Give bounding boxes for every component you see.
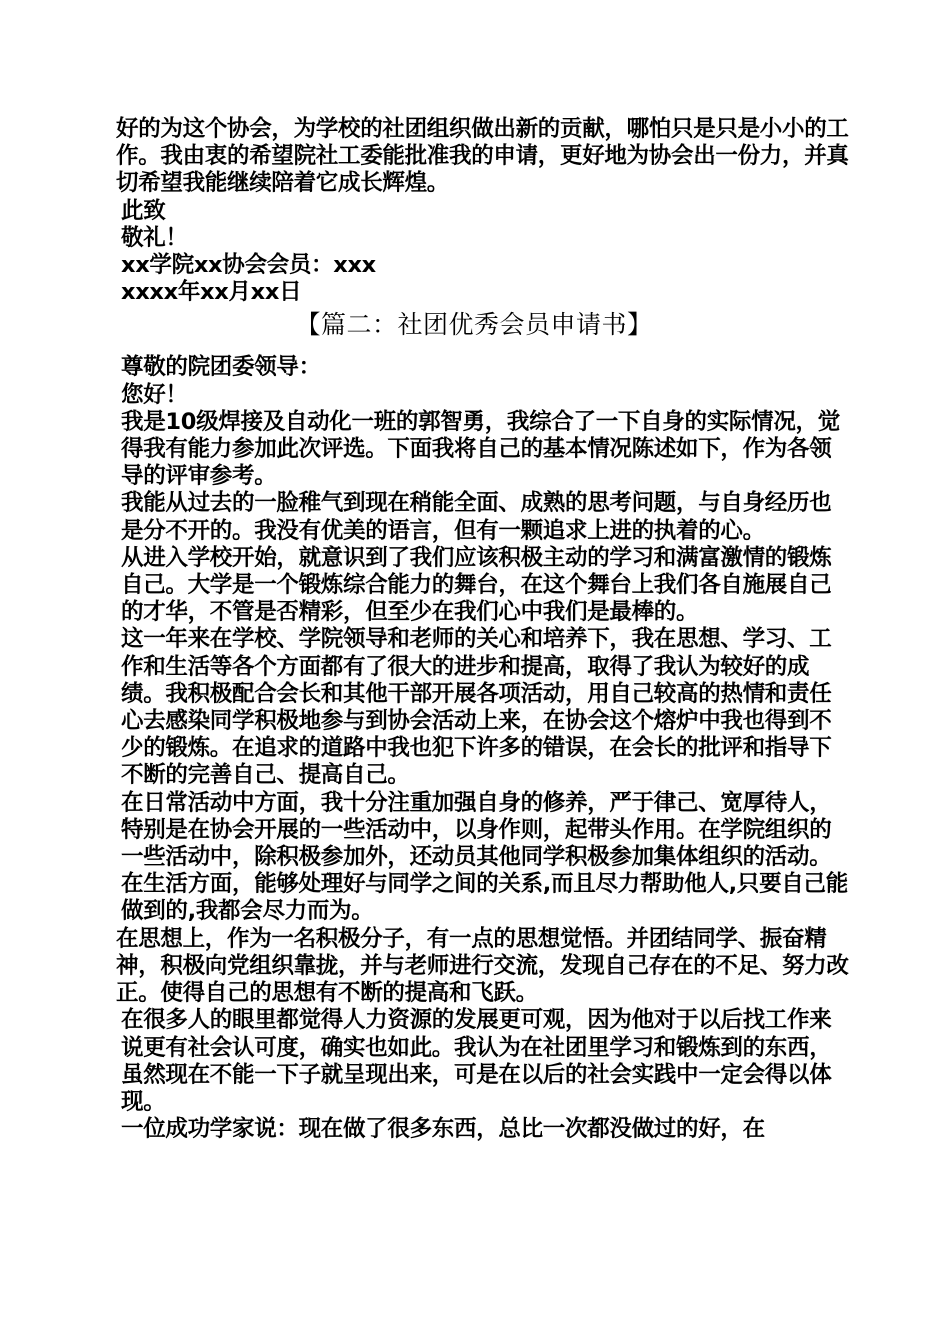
paragraph-thought: 在思想上，作为一名积极分子，有一点的思想觉悟。并团结同学、振奋精神，积极向党组织靠拢，并与老师进行交流，发现自己存在的不足、努力改正。使得自己的思想有不断的提高和飞跃。 (116, 925, 849, 1007)
paragraph-life: 在生活方面，能够处理好与同学之间的关系,而且尽力帮助他人,只要自己能做到的,我都会尽力而为。 (121, 871, 848, 925)
letter-greeting: 尊敬的院团委领导： (121, 354, 321, 381)
letter-hello: 您好！ (121, 381, 188, 408)
paragraph-growth: 我能从过去的一脸稚气到现在稍能全面、成熟的思考问题，与自身经历也是分不开的。我没有优美的语言，但有一颗追求上进的执着的心。 (121, 490, 832, 544)
paragraph-university: 从进入学校开始，就意识到了我们应该积极主动的学习和满富激情的锻炼自己。大学是一个锻炼综合能力的舞台，在这个舞台上我们各自施展自己的才华，不管是否精彩，但至少在我们心中我们是最棒的。 (121, 544, 832, 626)
paragraph-intro: 我是10级焊接及自动化一班的郭智勇，我综合了一下自身的实际情况，觉得我有能力参加此次评选。下面我将自己的基本情况陈述如下，作为各领导的评审参考。 (121, 408, 840, 490)
document-body (116, 116, 852, 1143)
paragraph-year-review: 这一年来在学校、学院领导和老师的关心和培养下，我在思想、学习、工作和生活等各个方面都有了很大的进步和提高，取得了我认为较好的成绩。我积极配合会长和其他干部开展各项活动，用自己较高的热情和责任心去感染同学积极地参与到协会活动上来，在协会这个熔炉中我也得到不少的锻炼。在追求的道路中我也犯下许多的错误，在会长的批评和指导下不断的完善自己、提高自己。 (121, 626, 832, 789)
signature-date: xxxx年xx月xx日 (121, 279, 302, 306)
paragraph-daily-activities: 在日常活动中方面，我十分注重加强自身的修养，严于律己、宽厚待人，特别是在协会开展的一些活动中，以身作则，起带头作用。在学院组织的一些活动中，除积极参加外，还动员其他同学积极参加集体组织的活动。 (121, 789, 832, 871)
section-heading: 【篇二：社团优秀会员申请书】 (295, 310, 653, 340)
salutation-jingli: 敬礼！ (121, 224, 188, 251)
paragraph-hr-development: 在很多人的眼里都觉得人力资源的发展更可观，因为他对于以后找工作来说更有社会认可度，确实也如此。我认为在社团里学习和锻炼到的东西，虽然现在不能一下子就呈现出来，可是在以后的社会实践中一定会得以体现。 (121, 1007, 832, 1115)
paragraph-closing-remarks: 好的为这个协会，为学校的社团组织做出新的贡献，哪怕只是只是小小的工作。我由衷的希望院社工委能批准我的申请，更好地为协会出一份力，并真切希望我能继续陪着它成长辉煌。 (116, 116, 849, 197)
salutation-cizhi: 此致 (121, 197, 166, 224)
paragraph-quote: 一位成功学家说：现在做了很多东西，总比一次都没做过的好，在 (121, 1116, 765, 1143)
signature-member: xx学院xx协会会员：xxx (121, 252, 376, 279)
